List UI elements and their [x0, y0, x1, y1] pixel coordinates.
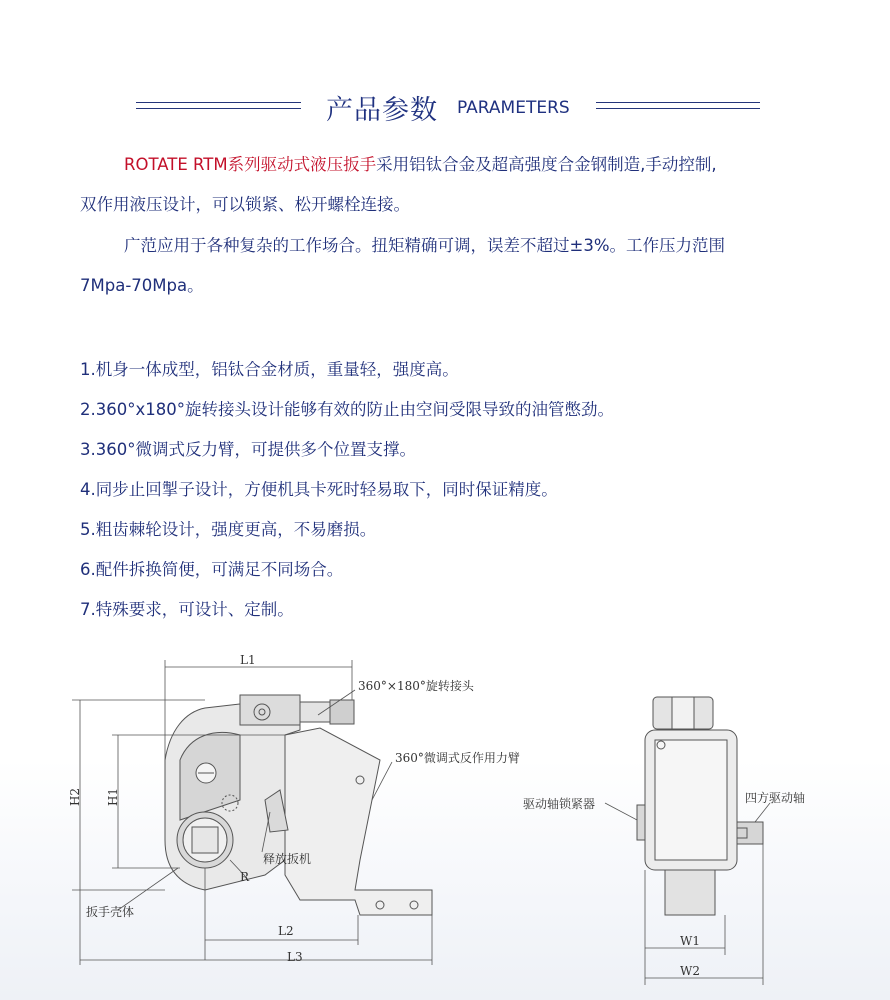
label-housing: 扳手壳体 — [86, 905, 135, 919]
intro-paragraph-1: ROTATE RTM系列驱动式液压扳手采用铝钛合金及超高强度合金钢制造,手动控制, 双作用液压设计，可以锁紧、松开螺栓连接。 — [80, 155, 717, 214]
feature-item-2: 2.360°x180°旋转接头设计能够有效的防止由空间受限导致的油管憋劲。 — [80, 400, 614, 419]
intro-paragraph-2: 广范应用于各种复杂的工作场合。扭矩精确可调，误差不超过±3%。工作压力范围 7Mpa-70Mpa。 — [80, 236, 726, 295]
dim-H1: H1 — [106, 787, 121, 807]
dim-H2: H2 — [68, 787, 83, 807]
feature-item-7: 7.特殊要求，可设计、定制。 — [80, 600, 294, 619]
label-release-trigger: 释放扳机 — [263, 852, 312, 866]
dim-W2: W2 — [680, 964, 700, 978]
page-title: 产品参数 — [326, 95, 438, 126]
label-drive-lock: 驱动轴锁紧器 — [523, 797, 596, 811]
feature-item-5: 5.粗齿棘轮设计，强度更高，不易磨损。 — [80, 520, 377, 539]
label-swivel-joint: 360°×180°旋转接头 — [358, 679, 474, 693]
dim-L3: L3 — [287, 950, 303, 964]
feature-item-3: 3.360°微调式反力臂，可提供多个位置支撑。 — [80, 440, 416, 459]
page-subtitle: PARAMETERS — [457, 98, 570, 118]
product-name: ROTATE RTM系列驱动式液压扳手 — [124, 155, 377, 174]
feature-item-4: 4.同步止回掣子设计，方便机具卡死时轻易取下，同时保证精度。 — [80, 480, 558, 499]
label-reaction-arm: 360°微调式反作用力臂 — [395, 751, 520, 765]
feature-item-1: 1.机身一体成型，铝钛合金材质，重量轻，强度高。 — [80, 360, 459, 379]
dim-L2: L2 — [278, 924, 294, 938]
dim-R: R — [240, 870, 250, 884]
dim-W1: W1 — [680, 934, 700, 948]
dim-L1: L1 — [240, 653, 256, 667]
label-square-drive: 四方驱动轴 — [745, 791, 806, 805]
feature-item-6: 6.配件拆换简便，可满足不同场合。 — [80, 560, 344, 579]
